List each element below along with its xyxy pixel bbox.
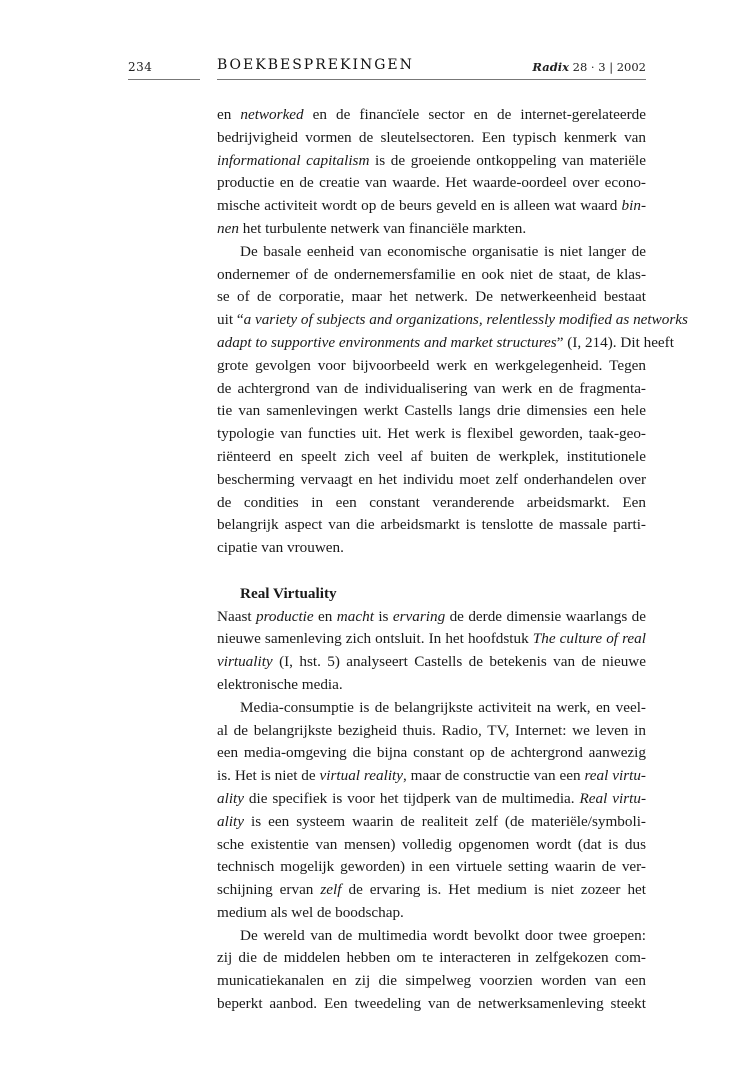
text-run: ” (I, 214). Dit heeft — [556, 333, 674, 351]
text-line — [217, 856, 646, 879]
text-run: al de belangrijkste bezigheid thuis. Radio, TV, Internet: we leven in — [217, 721, 646, 739]
text-run: schijning ervan — [217, 881, 321, 899]
text-line — [217, 925, 646, 948]
text-line — [217, 355, 646, 378]
text-run: uit “ — [217, 311, 244, 329]
text-line — [217, 172, 646, 195]
text-run: en — [217, 106, 241, 123]
running-header — [0, 57, 738, 82]
text-line — [217, 514, 646, 537]
text-line — [217, 970, 646, 993]
italic-text: The culture of real — [532, 630, 646, 648]
text-line — [217, 947, 646, 970]
text-line — [217, 674, 646, 697]
text-run: is een systeem waarin de realiteit zelf (de materiële/symboli- — [244, 812, 646, 830]
article-body — [217, 104, 688, 1016]
paragraph — [217, 606, 646, 697]
text-line — [217, 218, 646, 241]
text-line — [217, 902, 646, 925]
text-run: ondernemer of de ondernemersfamilie en ook niet de staat, de klas- — [217, 265, 646, 283]
page-number: 234 — [128, 60, 153, 74]
text-run: de condities in een constant veranderende arbeidsmarkt. Een — [217, 493, 646, 511]
text-run: die specifiek is voor het tijdperk van de multimedia. — [244, 789, 580, 807]
text-line — [217, 400, 646, 423]
text-run: typologie van functies uit. Het werk is flexibel geworden, taak-geo- — [217, 425, 646, 443]
italic-text: ality — [217, 812, 244, 830]
text-line — [217, 651, 646, 674]
italic-text: zelf — [320, 881, 342, 899]
text-run: municatiekanalen en zij die simpelweg voorzien worden van een — [217, 972, 646, 990]
paragraph — [217, 104, 646, 241]
text-run: zij die de middelen hebben om te interacteren in zelfgekozen com- — [217, 949, 646, 967]
text-run: De basale eenheid van economische organisatie is niet langer de — [240, 242, 646, 260]
text-line — [217, 286, 646, 309]
text-run: is. Het is niet de — [217, 767, 320, 785]
text-line — [217, 446, 646, 469]
text-line — [217, 150, 646, 173]
text-run: en de financïele sector en de internet-gerelateerde — [303, 106, 646, 123]
italic-text: ality — [217, 789, 244, 807]
text-run: mische activiteit wordt op de beurs geveld en is alleen wat waard — [217, 197, 622, 215]
italic-text: productie — [255, 607, 314, 625]
text-line — [217, 742, 646, 765]
text-run: is — [373, 607, 393, 625]
text-run: bescherming vervaagt en het individu moet zelf onderhandelen over — [217, 470, 646, 488]
text-run: tie van samenlevingen werkt Castells langs drie dimensies een hele — [217, 402, 646, 420]
text-run: een media-omgeving die bijna constant op de achtergrond aanwezig — [217, 744, 646, 762]
header-rule-left — [128, 79, 200, 80]
journal-name: Radix — [532, 60, 569, 74]
text-run: elektronische media. — [217, 675, 343, 693]
section-heading — [217, 583, 646, 606]
text-run: Real Virtuality — [240, 584, 337, 602]
text-line — [217, 993, 646, 1016]
italic-text: macht — [336, 607, 374, 625]
text-line — [217, 720, 646, 743]
text-run: de achtergrond van de individualisering van werk en de fragmenta- — [217, 379, 646, 397]
text-run: se of de corporatie, maar het netwerk. De netwerkeenheid bestaat — [217, 288, 646, 306]
text-run: technisch mogelijk geworden) in een virtuele setting waarin de ver- — [217, 858, 646, 876]
italic-text: networked — [240, 106, 304, 123]
paragraph — [217, 925, 646, 1016]
header-rule-right — [217, 79, 646, 80]
text-run: , maar de constructie van een — [403, 767, 585, 785]
text-line — [217, 469, 646, 492]
italic-text: a variety of subjects and organizations, relentlessly modified as networks — [243, 311, 688, 329]
text-line — [217, 309, 688, 332]
text-run: Media-consumptie is de belangrijkste activiteit na werk, en veel- — [240, 698, 646, 716]
text-line — [217, 834, 646, 857]
section-title: BOEKBESPREKINGEN — [217, 57, 414, 73]
italic-text: real virtu- — [584, 767, 646, 785]
text-run: bedrijvigheid vormen de sleutelsectoren. Een typisch kenmerk van — [217, 128, 646, 146]
text-run: de derde dimensie waarlangs de — [445, 607, 646, 625]
italic-text: virtuality — [217, 653, 273, 671]
italic-text: adapt to supportive environments and market structures — [217, 333, 557, 351]
text-run: het turbulente netwerk van financiële markten. — [238, 219, 527, 237]
italic-text: informational capitalism — [217, 151, 370, 169]
text-line — [217, 879, 646, 902]
text-run: Naast — [217, 607, 256, 625]
italic-text: Real virtu- — [579, 789, 647, 807]
text-run: sche existentie van mensen) volledig opgenomen wordt (dat is dus — [217, 835, 646, 853]
text-line — [217, 104, 646, 127]
text-run: (I, hst. 5) analyseert Castells de betekenis van de nieuwe — [272, 653, 646, 671]
text-line — [217, 628, 646, 651]
paragraph — [217, 697, 646, 925]
italic-text: ervaring — [392, 607, 446, 625]
journal-issue: 28 · 3 | 2002 — [572, 60, 646, 74]
text-run: riënteerd en speelt zich veel af buiten de werkplek, institutionele — [217, 447, 646, 465]
text-line — [217, 423, 646, 446]
text-run: beperkt aanbod. Een tweedeling van de netwerksamenleving steekt — [217, 995, 646, 1013]
paragraph — [217, 241, 688, 560]
text-line — [217, 195, 646, 218]
text-run: en — [313, 607, 337, 625]
italic-text: virtual reality — [319, 767, 403, 785]
text-run: belangrijk aspect van die arbeidsmarkt is tenslotte de massale parti- — [217, 516, 646, 534]
text-line — [217, 378, 646, 401]
text-line — [217, 332, 674, 355]
text-line — [217, 811, 646, 834]
text-line — [217, 765, 646, 788]
text-line — [217, 788, 646, 811]
text-run: grote gevolgen voor bijvoorbeeld werk en werkgelegenheid. Tegen — [217, 356, 646, 374]
text-line — [217, 127, 646, 150]
text-line — [217, 492, 646, 515]
italic-text: nen — [217, 219, 239, 237]
text-run: nieuwe samenleving zich ontsluit. In het hoofdstuk — [217, 630, 533, 648]
text-line — [217, 264, 646, 287]
text-run: De wereld van de multimedia wordt bevolkt door twee groepen: — [240, 926, 646, 944]
text-line — [217, 697, 646, 720]
text-line — [217, 241, 646, 264]
journal-reference — [532, 60, 646, 74]
text-line — [217, 606, 646, 629]
text-run: productie en de creatie van waarde. Het waarde-oordeel over econo- — [217, 174, 646, 192]
text-run: is de groeiende ontkoppeling van materiële — [369, 151, 646, 169]
text-run: cipatie van vrouwen. — [217, 539, 344, 557]
text-line — [217, 537, 646, 560]
italic-text: bin- — [621, 197, 646, 215]
text-run: de ervaring is. Het medium is niet zozeer het — [341, 881, 646, 899]
text-run: medium als wel de boodschap. — [217, 903, 404, 921]
